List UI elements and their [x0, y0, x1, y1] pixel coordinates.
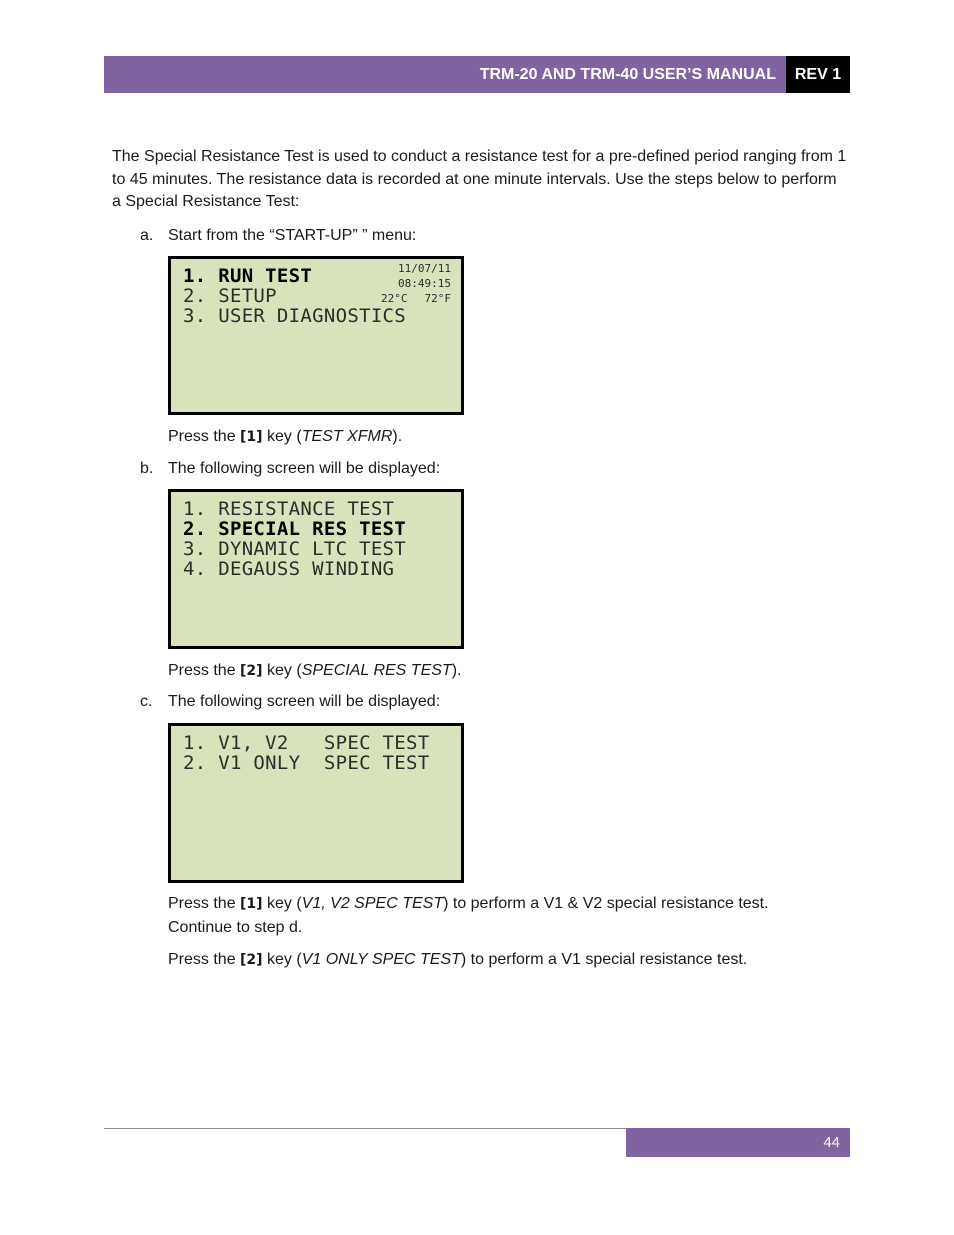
note-step-a: [168, 425, 828, 449]
step-text: Start from the “START-UP” ” menu:: [168, 227, 417, 244]
note-italic: V1 ONLY SPEC TEST: [301, 951, 461, 968]
lcd-line: 1. RUN TEST: [183, 265, 313, 287]
lcd-temp-c: 22°C: [381, 292, 408, 305]
note-text: key (: [262, 895, 302, 912]
note-italic: TEST XFMR: [301, 428, 393, 445]
step-text: The following screen will be displayed:: [168, 693, 441, 710]
lcd-line: 2. SETUP: [183, 285, 277, 307]
lcd-date: 11/07/11: [398, 262, 451, 275]
intro-paragraph: The Special Resistance Test is used to conduct a resistance test for a pre-defined period ranging from 1 to 45 minutes. The resistance data is recorded at one minute intervals. Use the steps below to perform a Special Resistance Test:: [112, 148, 847, 210]
note-italic: SPECIAL RES TEST: [301, 662, 452, 679]
lcd-line: 1. RESISTANCE TEST: [183, 498, 395, 520]
lcd-line: 2. V1 ONLY SPEC TEST: [183, 752, 430, 774]
note-text: ) to perform a V1 special resistance test.: [460, 951, 748, 968]
lcd-screen-test-menu: [168, 489, 464, 649]
step-letter: c.: [140, 693, 153, 710]
note-step-c-2: [168, 948, 828, 972]
note-text: ) to perform a V1 & V2 special resistance test. Continue to step d.: [168, 895, 769, 936]
lcd-line: 3. USER DIAGNOSTICS: [183, 305, 407, 327]
lcd-time: 08:49:15: [398, 277, 451, 290]
note-text: Press the: [168, 662, 241, 679]
step-a: [140, 225, 416, 247]
note-text: key (: [262, 951, 302, 968]
note-text: Press the: [168, 951, 241, 968]
note-step-b: [168, 659, 828, 683]
step-letter: a.: [140, 227, 154, 244]
note-text: key (: [262, 428, 302, 445]
note-text: Press the: [168, 428, 241, 445]
lcd-line: 2. SPECIAL RES TEST: [183, 518, 407, 540]
footer-rule: [104, 1128, 626, 1129]
note-text: ).: [451, 662, 462, 679]
note-text: Press the: [168, 895, 241, 912]
key-label: [2]: [240, 952, 263, 968]
lcd-screen-special-res: [168, 723, 464, 883]
key-label: [1]: [240, 429, 263, 445]
header-title: TRM-20 AND TRM-40 USER’S MANUAL: [104, 56, 786, 93]
note-italic: V1, V2 SPEC TEST: [301, 895, 444, 912]
lcd-temp-f: 72°F: [424, 292, 451, 305]
step-c: [140, 691, 440, 713]
lcd-screen-startup: [168, 256, 464, 415]
note-step-c-1: [168, 892, 828, 939]
note-text: ).: [392, 428, 403, 445]
step-letter: b.: [140, 460, 154, 477]
step-text: The following screen will be displayed:: [168, 460, 441, 477]
step-b: [140, 458, 440, 480]
lcd-line: 3. DYNAMIC LTC TEST: [183, 538, 407, 560]
key-label: [2]: [240, 663, 263, 679]
lcd-line: 4. DEGAUSS WINDING: [183, 558, 395, 580]
key-label: [1]: [240, 896, 263, 912]
page-number: 44: [626, 1128, 850, 1157]
lcd-line: 1. V1, V2 SPEC TEST: [183, 732, 430, 754]
note-text: key (: [262, 662, 302, 679]
header-revision: REV 1: [786, 56, 850, 93]
